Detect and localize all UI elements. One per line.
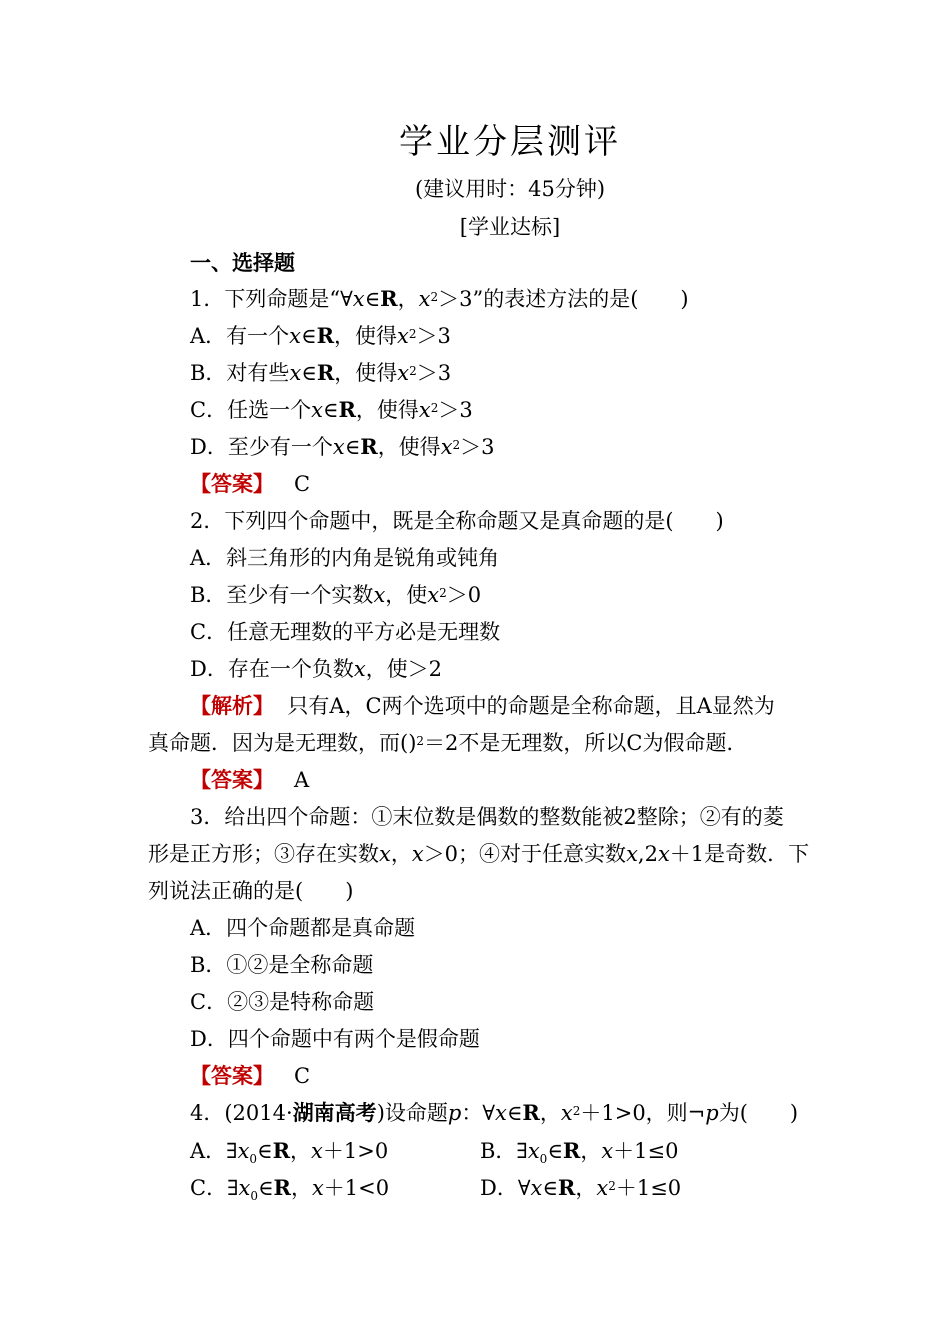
question-1-stem: 1．下列命题是“∀x∈R，$x^2>3$”的表述方法的是( ) (190, 286, 689, 311)
analysis-tag: 【解析】 (190, 693, 274, 718)
answer-tag: 【答案】 (190, 767, 274, 792)
question-4-stem: 4．(2014·湖南高考)设命题p：∀x∈R，$x^2+1>0$，则¬p为( ) (190, 1100, 799, 1125)
answer-tag: 【答案】 (190, 471, 274, 496)
answer-tag: 【答案】 (190, 1063, 274, 1088)
subtitle: (建议用时：45分钟) (414, 177, 606, 201)
question-3-option-b: B．①②是全称命题 (190, 953, 374, 977)
question-2-answer: 【答案】 A (190, 767, 310, 792)
question-2-option-b: B．至少有一个实数x，使$x^2>0$ (190, 583, 482, 607)
question-1-option-a: A．有一个x∈R，使得$x^2>3$ (190, 323, 451, 348)
question-2-stem: 2．下列四个命题中，既是全称命题又是真命题的是( ) (190, 509, 724, 533)
question-3-option-a: A．四个命题都是真命题 (190, 916, 416, 940)
question-3-stem-line-2: 形是正方形；③存在实数x，x＞0；④对于任意实数x,2x＋1是奇数．下 (148, 842, 810, 866)
question-3-option-c: C．②③是特称命题 (190, 990, 375, 1014)
question-1-option-b: B．对有些x∈R，使得$x^2>3$ (190, 360, 452, 385)
question-2-option-c: C．任意无理数的平方必是无理数 (190, 620, 501, 644)
question-1-answer: 【答案】 C (190, 471, 311, 496)
section-heading: [学业达标] (459, 215, 561, 239)
question-3-answer: 【答案】 C (190, 1063, 311, 1088)
question-2-option-d: D．存在一个负数x，使＞2 (190, 657, 443, 681)
question-2-option-a: A．斜三角形的内角是锐角或钝角 (190, 546, 500, 570)
question-1-option-c: C．任选一个x∈R，使得$x^2>3$ (190, 397, 473, 422)
page-title: 学业分层测评 (399, 122, 621, 162)
question-3-stem-line-1: 3．给出四个命题：①末位数是偶数的整数能被2整除；②有的菱 (190, 805, 784, 829)
question-4-option-c: C．$\exists x_0\in R$，x＋1<0 (190, 1175, 390, 1204)
question-2-analysis-line-1: 【解析】 只有A，C两个选项中的命题是全称命题，且A显然为 (190, 693, 775, 718)
question-4-option-d: D．∀x∈R，$x^2+1\le 0$ (480, 1175, 682, 1200)
question-2-analysis-line-2: 真命题．因为是无理数，而()$^2$＝2不是无理数，所以C为假命题． (148, 731, 748, 755)
question-4-option-a: A．$\exists x_0\in R$，x＋1>0 (190, 1138, 389, 1167)
question-3-stem-line-3: 列说法正确的是( ) (148, 879, 354, 903)
part-heading: 一、选择题 (190, 250, 295, 275)
question-1-option-d: D．至少有一个x∈R，使得$x^2>3$ (190, 434, 495, 459)
question-3-option-d: D．四个命题中有两个是假命题 (190, 1027, 480, 1051)
question-4-option-b: B．$\exists x_0\in R$，x＋1≤0 (480, 1138, 679, 1167)
